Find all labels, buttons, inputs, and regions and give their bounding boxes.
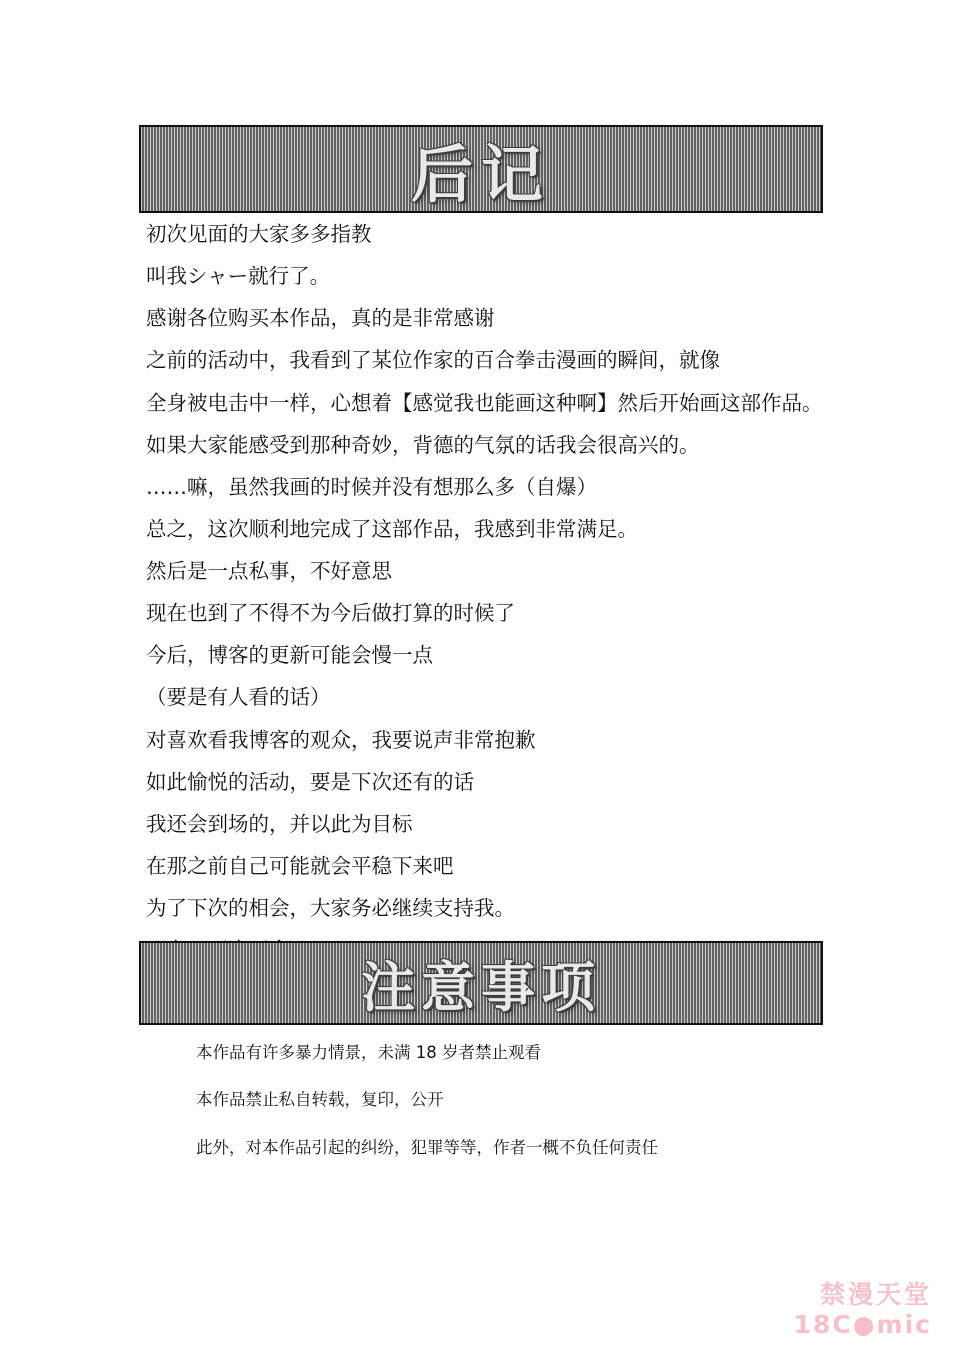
notice-line: 本作品有许多暴力情景，未满 18 岁者禁止观看 — [196, 1043, 541, 1062]
afterword-line: ……嘛，虽然我画的时候并没有想那么多（自爆） — [146, 474, 597, 499]
notice-line: 此外，对本作品引起的纠纷，犯罪等等，作者一概不负任何责任 — [196, 1137, 658, 1157]
notice-banner — [139, 941, 823, 1025]
afterword-line: 总之，这次顺利地完成了这部作品，我感到非常满足。 — [146, 516, 638, 541]
afterword-line: 对喜欢看我博客的观众，我要说声非常抱歉 — [146, 727, 536, 752]
afterword-banner-title: 后记 — [410, 137, 551, 211]
watermark-top-text: 禁漫天堂 — [819, 1280, 932, 1309]
afterword-line: 如果大家能感受到那种奇妙，背德的气氛的话我会很高兴的。 — [146, 432, 700, 457]
site-watermark — [794, 1281, 932, 1338]
afterword-line: 之前的活动中，我看到了某位作家的百合拳击漫画的瞬间，就像 — [146, 348, 720, 373]
afterword-line: 现在也到了不得不为今后做打算的时候了 — [146, 601, 515, 626]
afterword-line: 初次见面的大家多多指教 — [146, 222, 372, 246]
notice-text-block — [196, 1042, 896, 1184]
afterword-line: （要是有人看的话） — [146, 685, 331, 710]
notice-banner-title: 注意事项 — [361, 955, 601, 1019]
afterword-line: 今后，博客的更新可能会慢一点 — [146, 643, 433, 668]
afterword-line: 在那之前自己可能就会平稳下来吧 — [146, 853, 454, 878]
afterword-text-block — [146, 222, 886, 980]
afterword-line: 如此愉悦的活动，要是下次还有的话 — [146, 769, 474, 794]
afterword-line: 为了下次的相会，大家务必继续支持我。 — [146, 896, 515, 920]
watermark-bottom-text: 18C●mic — [793, 1309, 932, 1339]
afterword-line: 然后是一点私事，不好意思 — [146, 559, 392, 583]
afterword-line: 叫我シャー就行了。 — [146, 264, 331, 289]
afterword-banner — [139, 125, 823, 213]
afterword-line: 全身被电击中一样，心想着【感觉我也能画这种啊】然后开始画这部作品。 — [146, 390, 823, 415]
notice-line: 本作品禁止私自转载，复印，公开 — [196, 1090, 444, 1110]
afterword-line: 我还会到场的，并以此为目标 — [146, 811, 413, 836]
afterword-line: 感谢各位购买本作品，真的是非常感谢 — [146, 306, 495, 331]
